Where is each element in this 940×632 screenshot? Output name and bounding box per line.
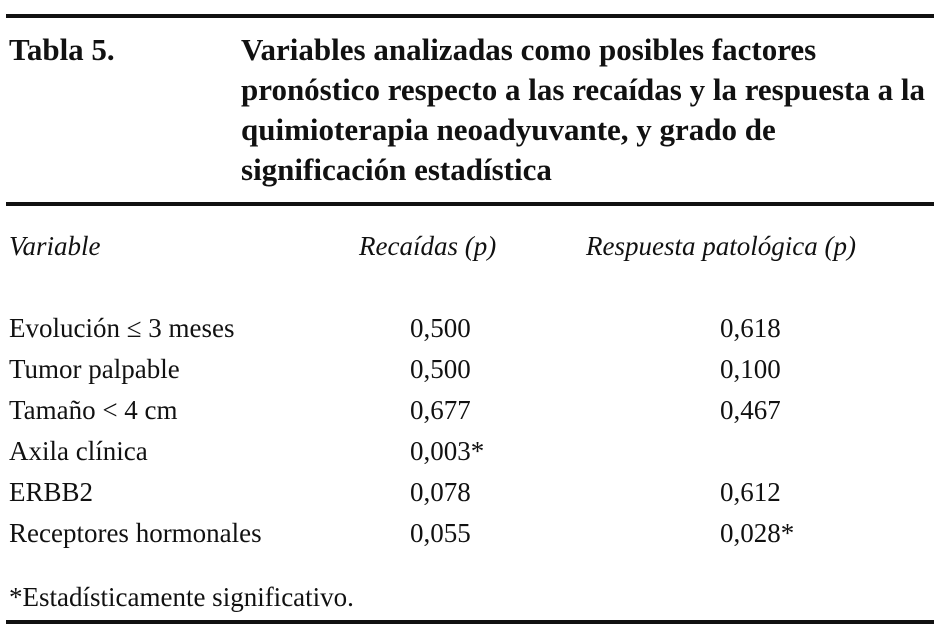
table-row: [0, 434, 940, 475]
column-header-respuesta: Respuesta patológica (p): [586, 231, 856, 261]
variable-cell: ERBB2: [9, 477, 94, 507]
recaidas-cell: 0,677: [410, 395, 471, 425]
table-row: [0, 311, 940, 352]
respuesta-cell: 0,612: [720, 477, 781, 507]
respuesta-cell: 0,467: [720, 395, 781, 425]
table-row: [0, 393, 940, 434]
recaidas-cell: 0,078: [410, 477, 471, 507]
respuesta-cell: 0,100: [720, 354, 781, 384]
variable-cell: Evolución ≤ 3 meses: [9, 313, 235, 343]
table-top-rule: [6, 14, 934, 18]
table-header-rule: [6, 202, 934, 206]
recaidas-cell: 0,500: [410, 313, 471, 343]
table-row: [0, 516, 940, 557]
table-row: [0, 352, 940, 393]
table-title: Variables analizadas como posibles factores pronóstico respecto a las recaídas y la respuesta a la quimioterapia neoadyuvante, y grado de significación estadística: [241, 32, 925, 187]
respuesta-cell: 0,028*: [720, 518, 795, 548]
recaidas-cell: 0,055: [410, 518, 471, 548]
respuesta-cell: 0,618: [720, 313, 781, 343]
table-number: Tabla 5.: [9, 32, 115, 67]
recaidas-cell: 0,500: [410, 354, 471, 384]
recaidas-cell: 0,003*: [410, 436, 485, 466]
variable-cell: Axila clínica: [9, 436, 148, 466]
column-header-recaidas: Recaídas (p): [359, 231, 497, 261]
variable-cell: Tamaño < 4 cm: [9, 395, 178, 425]
variable-cell: Tumor palpable: [9, 354, 180, 384]
column-header-variable: Variable: [9, 231, 101, 261]
table-footnote: *Estadísticamente significativo.: [9, 582, 354, 612]
variable-cell: Receptores hormonales: [9, 518, 262, 548]
table-bottom-rule: [6, 620, 934, 624]
table-row: [0, 475, 940, 516]
